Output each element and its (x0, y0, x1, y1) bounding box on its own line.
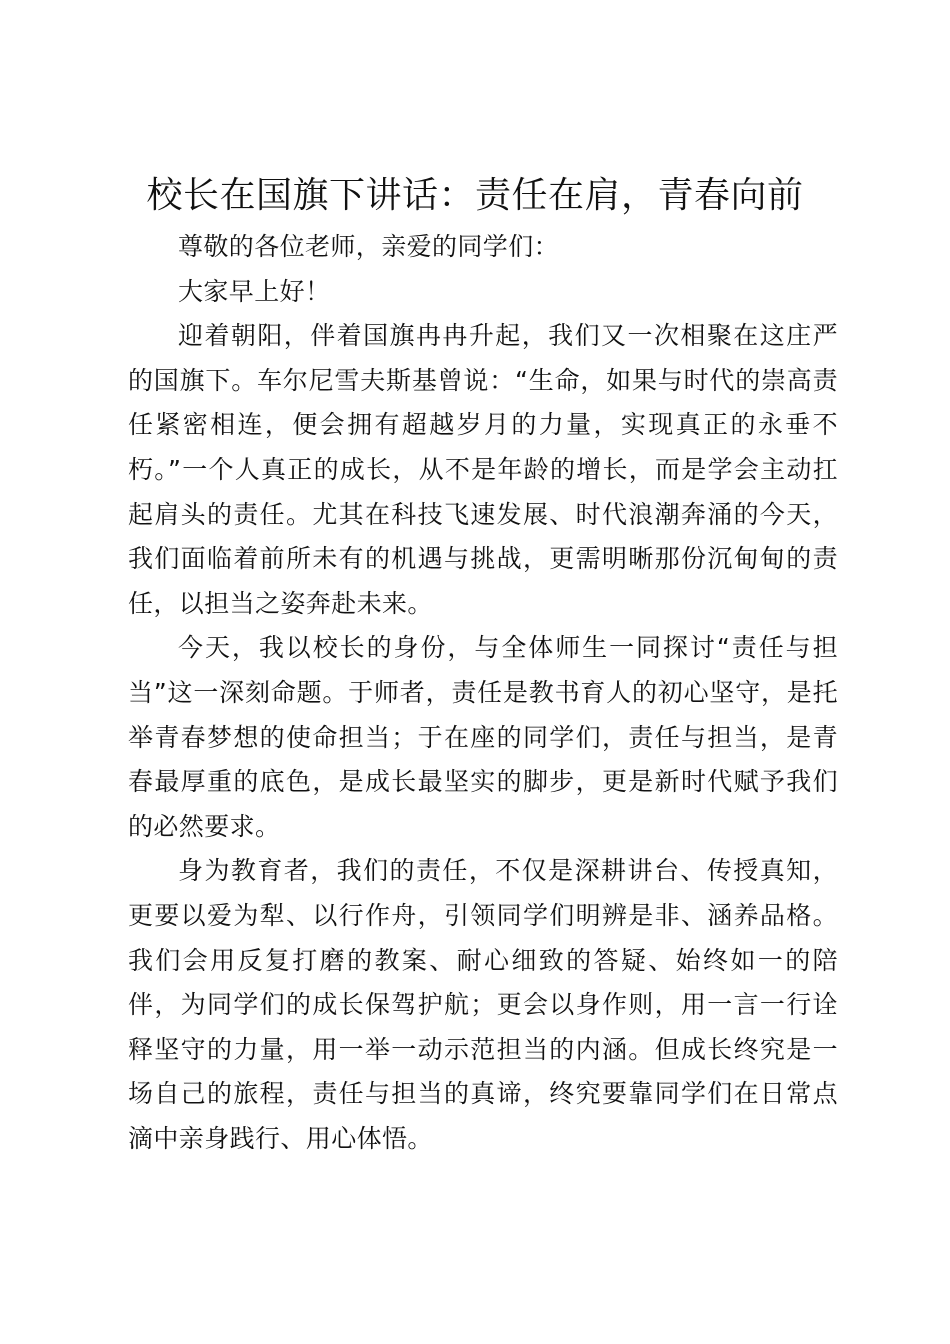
document-title: 校长在国旗下讲话：责任在肩，青春向前 (146, 175, 804, 216)
paragraph-1: 迎着朝阳，伴着国旗冉冉升起，我们又一次相聚在这庄严的国旗下。车尔尼雪夫斯基曾说：“生命，如果与时代的崇高责任紧密相连，便会拥有超越岁月的力量，实现真正的永垂不朽。”一个人真正的成长，从不是年龄的增长，而是学会主动扛起肩头的责任。尤其在科技飞速发展、时代浪潮奔涌的今天，我们面临着前所未有的机遇与挑战，更需明晰那份沉甸甸的责任，以担当之姿奔赴未来。 (128, 321, 838, 618)
paragraph-greeting: 大家早上好！ (178, 276, 331, 306)
paragraph-salutation: 尊敬的各位老师，亲爱的同学们： (178, 232, 560, 261)
paragraph-2: 今天，我以校长的身份，与全体师生一同探讨“责任与担当”这一深刻命题。于师者，责任是教书育人的初心坚守，是托举青春梦想的使命担当；于在座的同学们，责任与担当，是青春最厚重的底色，是成长最坚实的脚步，更是新时代赋予我们的必然要求。 (128, 633, 838, 841)
document-body (128, 225, 838, 1161)
paragraph-3: 身为教育者，我们的责任，不仅是深耕讲台、传授真知，更要以爱为犁、以行作舟，引领同学们明辨是非、涵养品格。我们会用反复打磨的教案、耐心细致的答疑、始终如一的陪伴，为同学们的成长保驾护航；更会以身作则，用一言一行诠释坚守的力量，用一举一动示范担当的内涵。但成长终究是一场自己的旅程，责任与担当的真谛，终究要靠同学们在日常点滴中亲身践行、用心体悟。 (128, 856, 838, 1153)
